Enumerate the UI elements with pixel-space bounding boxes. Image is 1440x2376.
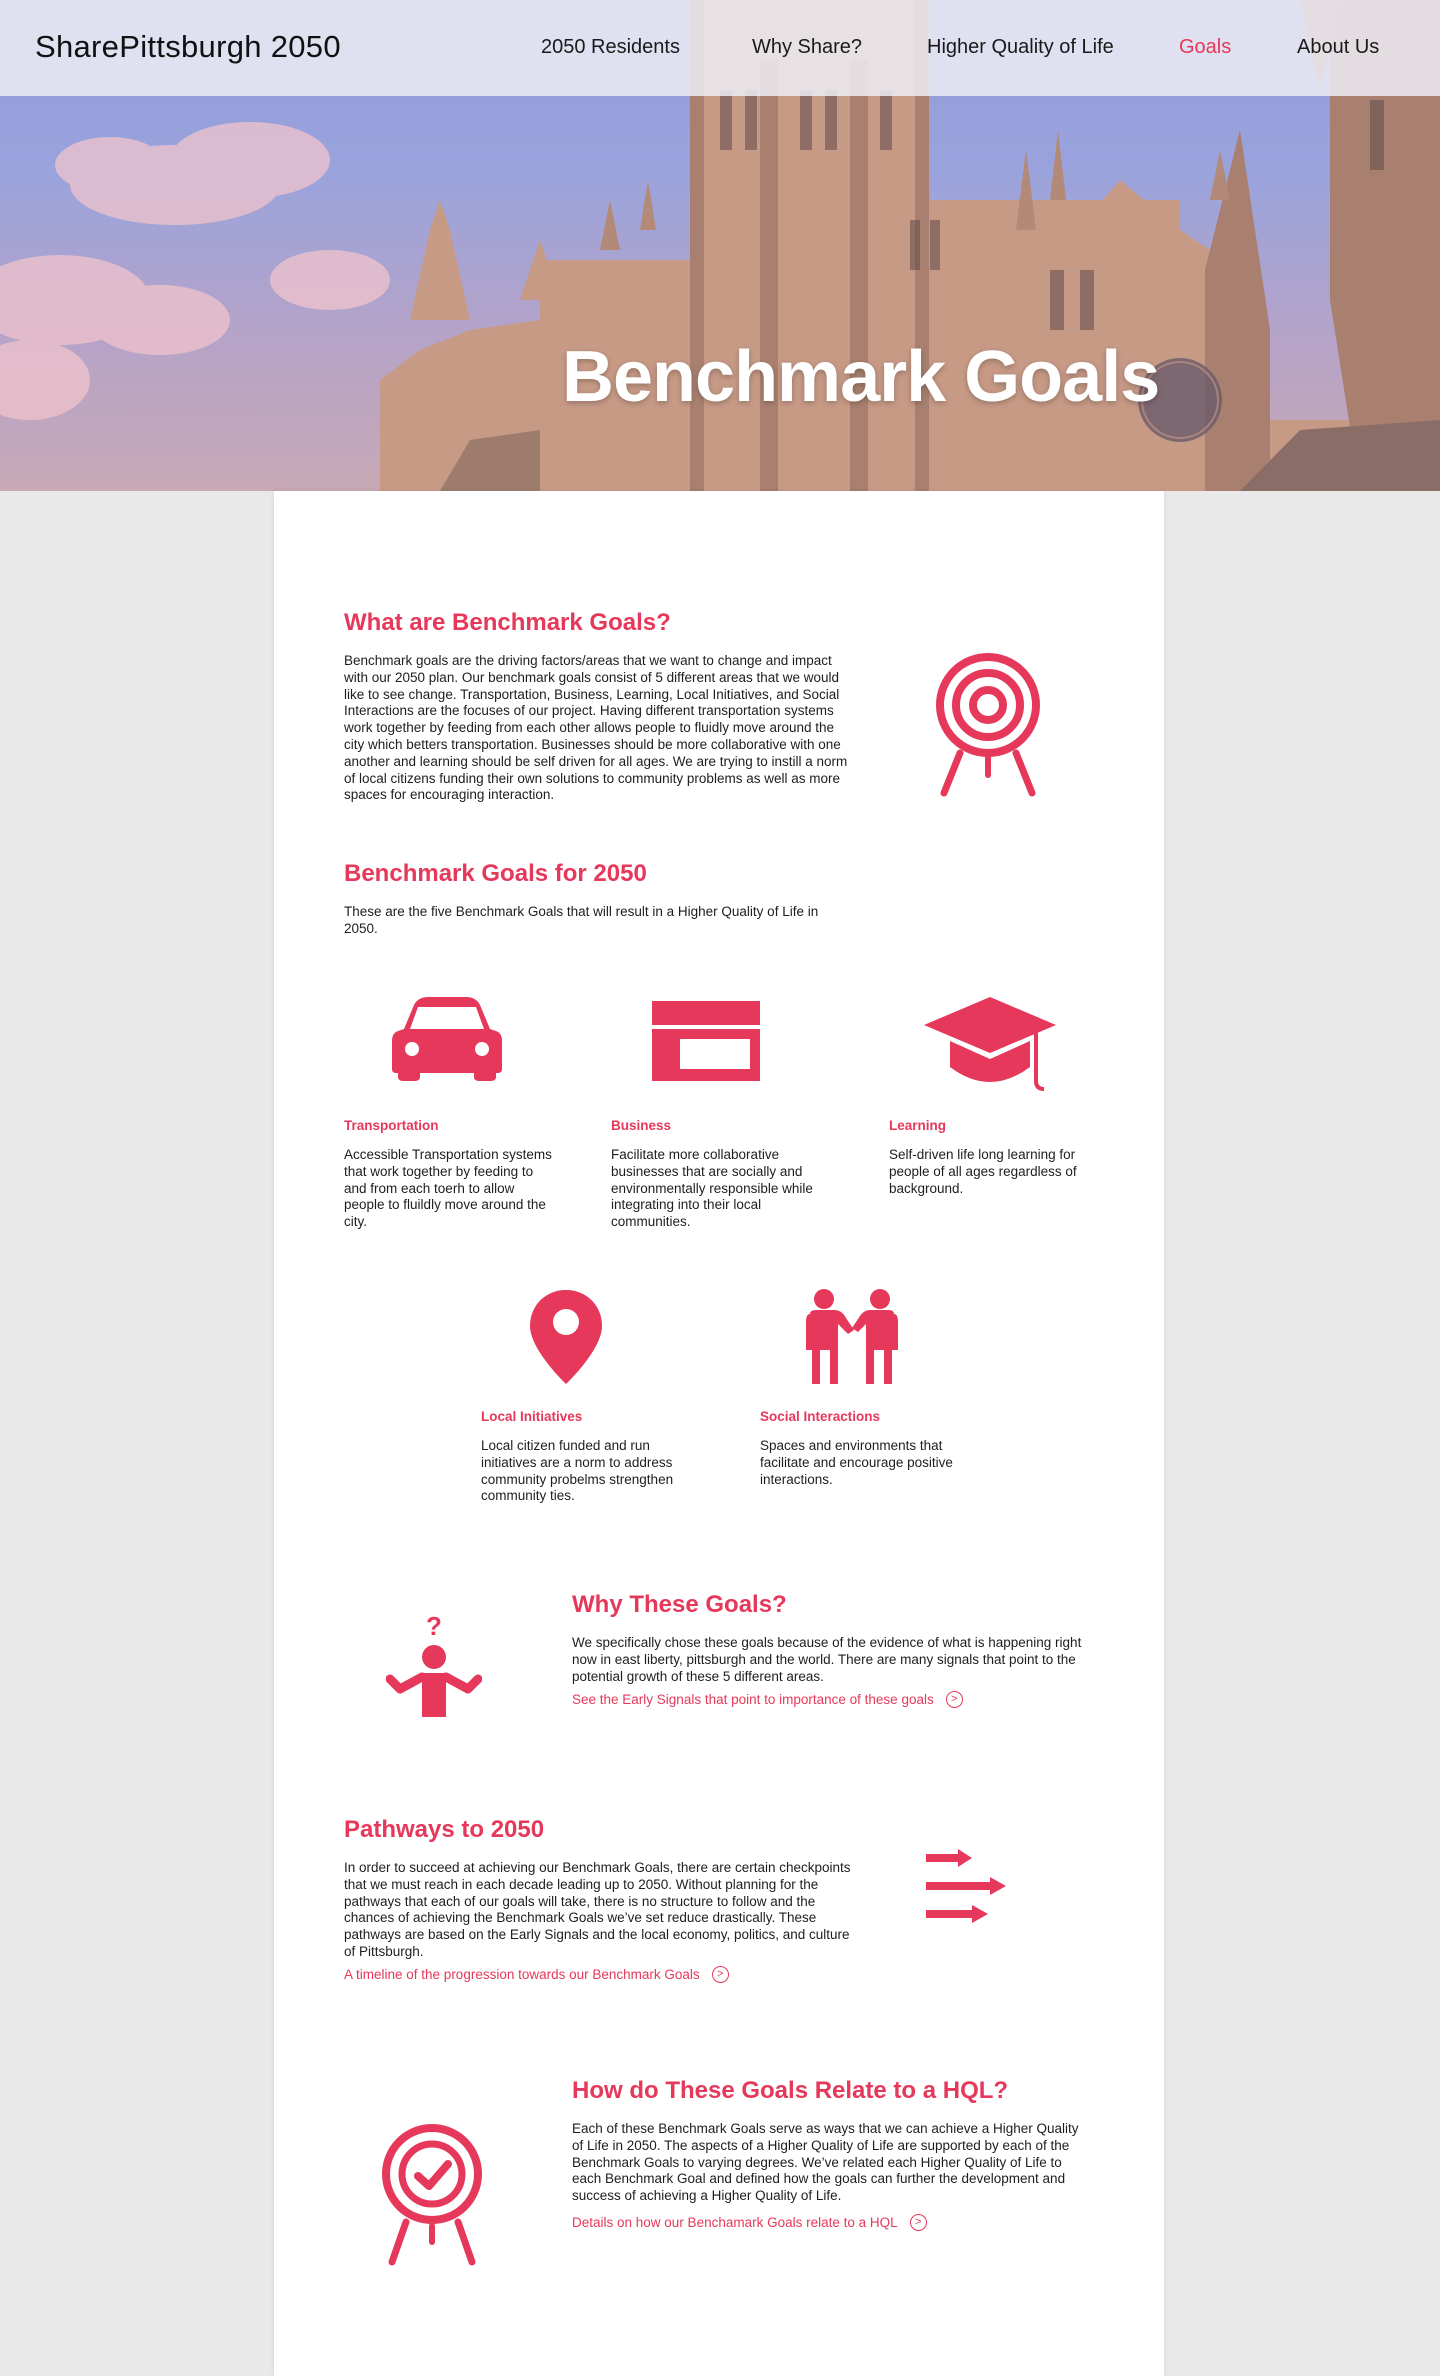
arrows-icon [926,1849,1010,1925]
goal-desc-business: Facilitate more collaborative businesses that are socially and environmentally responsible while integrating into their local communities. [611,1147,813,1230]
early-signals-link[interactable] [572,1691,963,1708]
pathways-heading: Pathways to 2050 [344,1816,545,1843]
why-heading: Why These Goals? [572,1591,787,1618]
arrow-right-circle-icon[interactable]: > [712,1966,729,1983]
arrow-right-circle-icon[interactable]: > [946,1691,963,1708]
top-navbar [0,0,1440,96]
arrow-right-circle-icon[interactable]: > [910,2214,927,2231]
why-body: We specifically chose these goals because of the evidence of what is happening right now in east liberty, pittsburgh and the world. There are many signals that point to the potential growth of these 5 different areas. [572,1635,1082,1684]
hero-title: Benchmark Goals [562,337,1160,417]
map-pin-icon [530,1290,602,1384]
for2050-body: These are the five Benchmark Goals that will result in a Higher Quality of Life in 2050. [344,904,819,936]
nav-item-goals[interactable]: Goals [1179,36,1232,58]
storefront-icon [652,1001,760,1081]
for2050-heading: Benchmark Goals for 2050 [344,860,647,887]
timeline-link-text[interactable]: A timeline of the progression towards our Benchmark Goals [344,1967,700,1982]
hql-details-link[interactable] [572,2214,927,2231]
what-body: Benchmark goals are the driving factors/areas that we want to change and impact with our 2050 plan. Our benchmark goals consist of 5 different areas that we would like to see change. Transportation, Business, Learning, Local Initiatives, and Social Interactions are the focuses of our project. Having different transportation systems work together by feeding from each other allows people to fluidly move around the city which betters transportation. Businesses should be more collaborative with one another and learning should be self driven for all ages. We are trying to instill a norm of local citizens funding their own solutions to community problems as well as more spaces for encouraging interaction. [344,653,848,803]
hql-heading: How do These Goals Relate to a HQL? [572,2077,1009,2104]
pathways-body: In order to succeed at achieving our Benchmark Goals, there are certain checkpoints that we must reach in each decade leading up to 2050. Without planning for the pathways that each of our goals will take, there is no structure to follow and the chances of achieving the Benchmark Goals we’ve set reduce drastically. These pathways are based on the Early Signals and the local economy, politics, and culture of Pittsburgh. [344,1860,851,1959]
goal-desc-learning: Self-driven life long learning for people of all ages regardless of background. [889,1147,1077,1196]
nav-item-higher-quality-of-life[interactable]: Higher Quality of Life [927,36,1114,58]
what-heading: What are Benchmark Goals? [344,609,671,636]
goal-desc-local-initiatives: Local citizen funded and run initiatives are a norm to address community probelms strengthen community ties. [481,1438,674,1504]
goal-title-local-initiatives: Local Initiatives [481,1409,583,1424]
svg-text:?: ? [426,1613,442,1641]
hql-body: Each of these Benchmark Goals serve as ways that we can achieve a Higher Quality of Life in 2050. The aspects of a Higher Quality of Life are supported by each of the Benchmark Goals to varying degrees. We’ve related each Higher Quality of Life to each Benchmark Goal and defined how the goals can further the development and success of achieving a Higher Quality of Life. [572,2121,1079,2204]
goal-title-learning: Learning [889,1118,947,1133]
nav-item-2050-residents[interactable]: 2050 Residents [541,36,680,58]
nav-item-about-us[interactable]: About Us [1297,36,1380,58]
early-signals-link-text[interactable]: See the Early Signals that point to importance of these goals [572,1692,934,1707]
brand-logo[interactable]: SharePittsburgh 2050 [35,29,341,64]
goal-title-business: Business [611,1118,672,1133]
hql-details-link-text[interactable]: Details on how our Benchamark Goals relate to a HQL [572,2215,898,2230]
goal-title-transportation: Transportation [344,1118,439,1133]
handshake-icon [802,1288,902,1384]
nav-item-why-share[interactable]: Why Share? [752,36,863,58]
question-person-icon [386,1613,482,1717]
check-target-icon [382,2124,486,2270]
goal-desc-transportation: Accessible Transportation systems that work together by feeding to and from each toerh to allow people to fluildly move around the city. [344,1147,552,1230]
goal-desc-social-interactions: Spaces and environments that facilitate and encourage positive interactions. [760,1438,953,1487]
car-icon [392,997,502,1081]
timeline-link[interactable] [344,1966,729,1983]
target-icon [934,653,1046,803]
goal-title-social-interactions: Social Interactions [760,1409,881,1424]
graduation-cap-icon [924,997,1056,1093]
content-card [274,491,1164,2376]
